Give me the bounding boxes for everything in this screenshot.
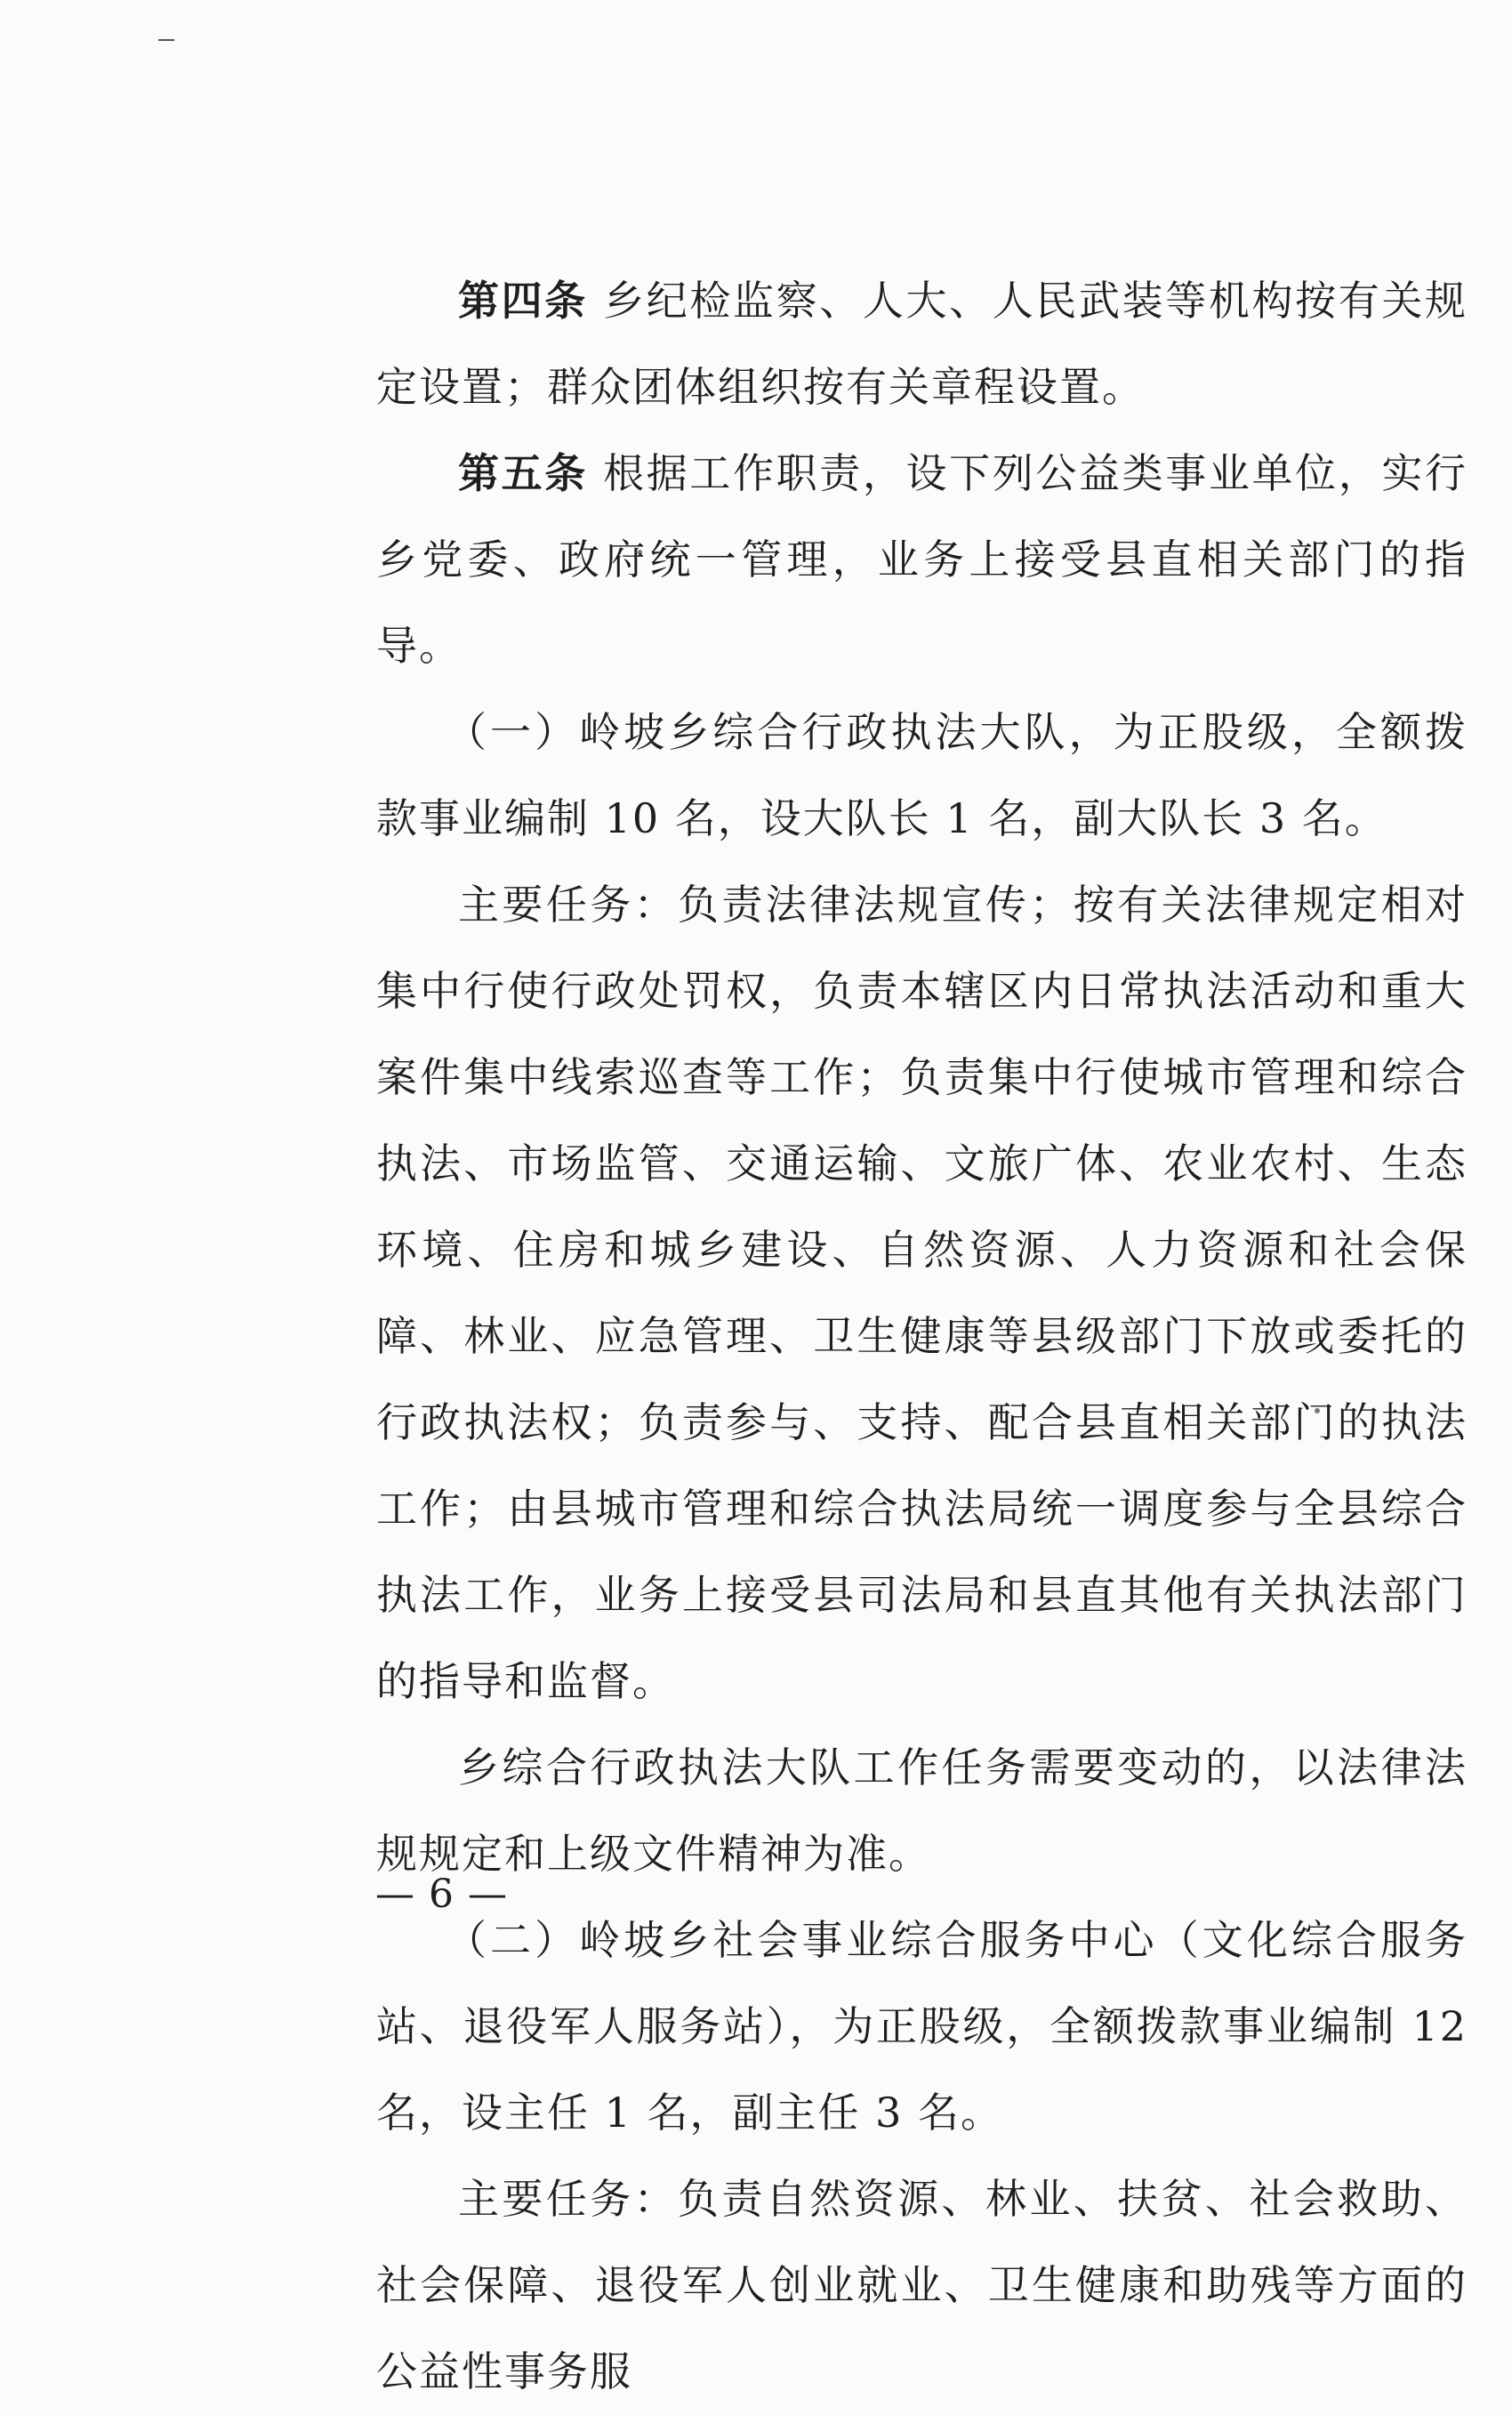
paragraph-text: 乡综合行政执法大队工作任务需要变动的，以法律法规规定和上级文件精神为准。 bbox=[376, 1743, 1468, 1878]
paragraph-text: 主要任务：负责法律法规宣传；按有关法律规定相对集中行使行政处罚权，负责本辖区内日常执法活动和重大案件集中线索巡查等工作；负责集中行使城市管理和综合执法、市场监管、交通运输、文旅广体、农业农村、生态环境、住房和城乡建设、自然资源、人力资源和社会保障、林业、应急管理、卫生健康等县级部门下放或委托的行政执法权；负责参与、支持、配合县直相关部门的执法工作；由县城市管理和综合执法局统一调度参与全县综合执法工作，业务上接受县司法局和县直其他有关执法部门的指导和监督。 bbox=[376, 881, 1468, 1705]
article-label: 第四条 bbox=[458, 277, 588, 325]
page-number: — 6 — bbox=[375, 1872, 508, 1917]
paragraph-unit-1 bbox=[376, 689, 1468, 862]
paragraph-unit-1-tasks bbox=[376, 862, 1468, 1725]
document-body bbox=[376, 258, 1468, 2415]
paragraph-text: 根据工作职责，设下列公益类事业单位，实行乡党委、政府统一管理，业务上接受县直相关部门的指导。 bbox=[376, 449, 1468, 670]
paragraph-unit-2 bbox=[376, 1897, 1468, 2156]
paragraph-text: 主要任务：负责自然资源、林业、扶贫、社会救助、社会保障、退役军人创业就业、卫生健康和助残等方面的公益性事务服 bbox=[376, 2175, 1468, 2395]
paragraph-article-4 bbox=[376, 258, 1468, 431]
paragraph-text: 乡纪检监察、人大、人民武装等机构按有关规定设置；群众团体组织按有关章程设置。 bbox=[376, 277, 1468, 411]
paragraph-text: （一）岭坡乡综合行政执法大队，为正股级，全额拨款事业编制 10 名，设大队长 1 名，副大队长 3 名。 bbox=[376, 708, 1468, 842]
paragraph-unit-2-tasks bbox=[376, 2156, 1468, 2415]
paragraph-unit-1-note bbox=[376, 1725, 1468, 1897]
paragraph-article-5 bbox=[376, 431, 1468, 689]
paragraph-text: （二）岭坡乡社会事业综合服务中心（文化综合服务站、退役军人服务站），为正股级，全额拨款事业编制 12 名，设主任 1 名，副主任 3 名。 bbox=[376, 1916, 1468, 2137]
article-label: 第五条 bbox=[458, 449, 588, 497]
scan-mark bbox=[158, 39, 174, 41]
